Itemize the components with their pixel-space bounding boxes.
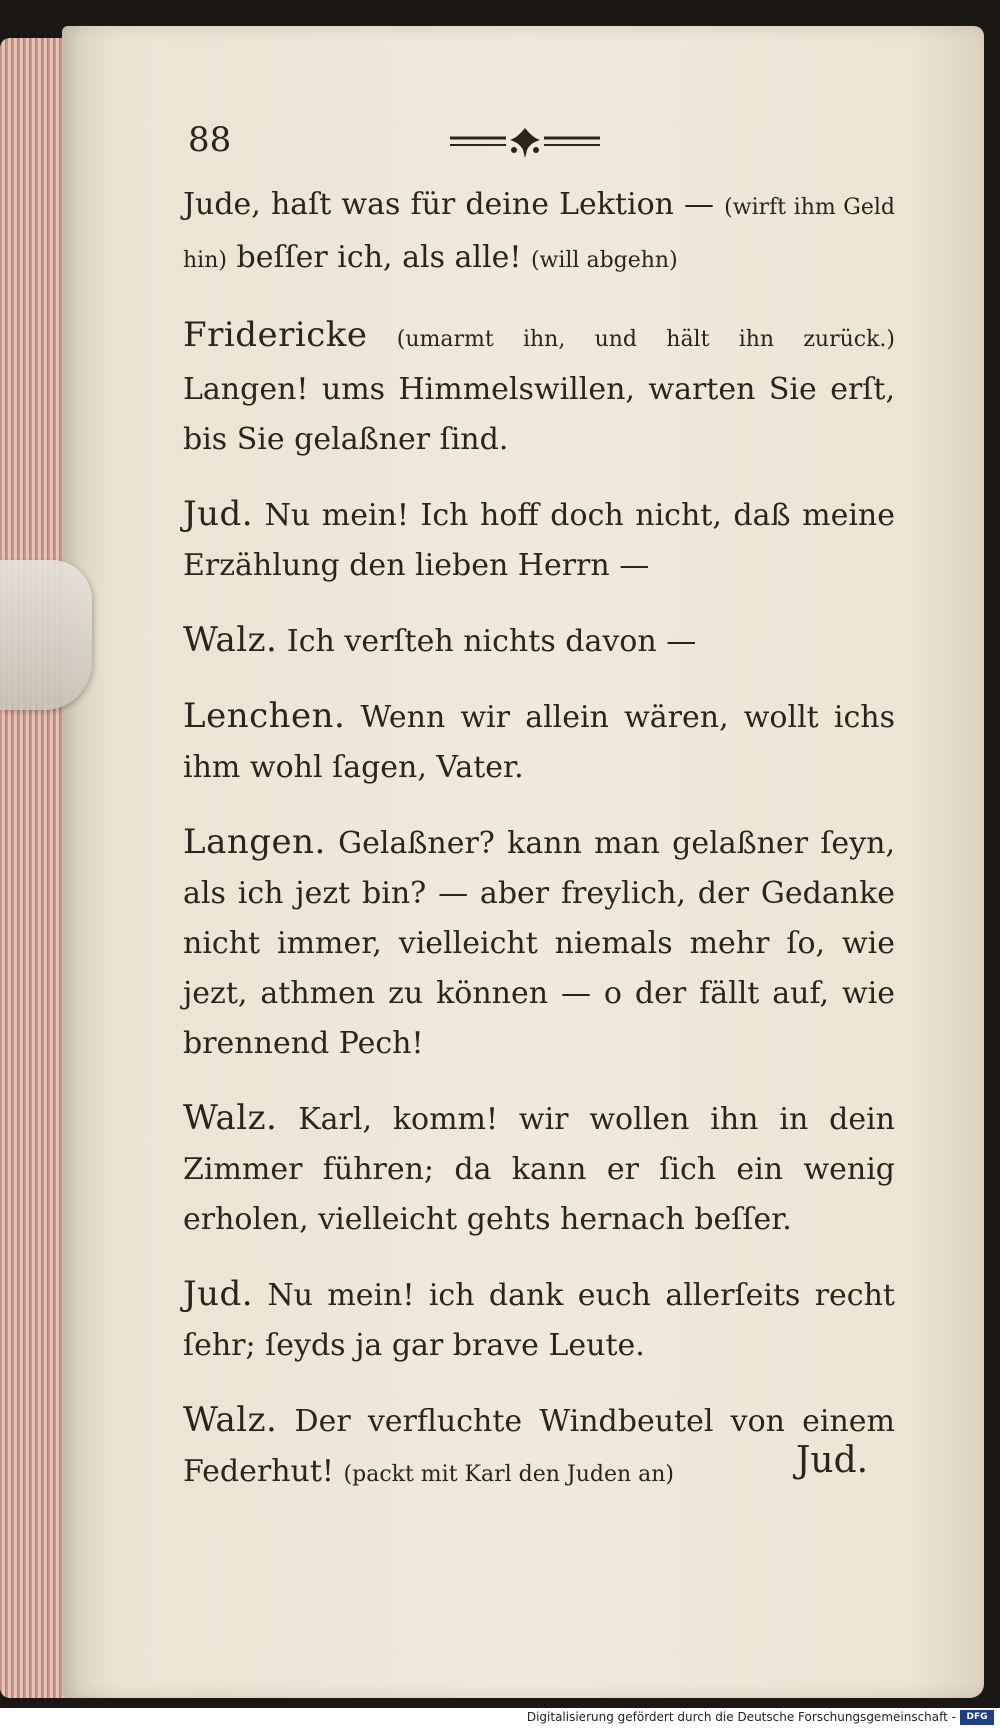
page-text-body: [183, 180, 895, 1524]
speech-text: Jude, haſt was für deine Lektion —: [183, 187, 725, 222]
speech-text: Wenn wir allein wären, wollt ichs ihm wohl ſagen, Vater.: [183, 700, 895, 785]
speech-text: beſſer ich, als alle!: [226, 240, 531, 275]
speech-text: Karl, komm! wir wollen ihn in dein Zimmer führen; da kann er ſich ein wenig erholen, vielleicht gehts hernach beſſer.: [183, 1102, 895, 1237]
speaker-name: Jud.: [183, 494, 254, 534]
dialogue-paragraph: [183, 180, 895, 286]
speech-text: Ich verſteh nichts davon —: [277, 624, 697, 659]
catchword: Jud.: [796, 1440, 869, 1481]
dialogue-paragraph: [183, 691, 895, 793]
dfg-logo-icon: DFG: [960, 1710, 994, 1725]
speech-text: Der verfluchte Windbeutel von einem Federhut!: [183, 1404, 895, 1489]
speaker-name: Walz.: [183, 1098, 278, 1138]
page-number: 88: [188, 120, 232, 160]
dialogue-paragraph: [183, 1269, 895, 1371]
speaker-name: Walz.: [183, 620, 278, 660]
speech-text: Langen! ums Himmelswillen, warten Sie erſt, bis Sie gelaßner ſind.: [183, 372, 895, 457]
speech-text: Gelaßner? kann man gelaßner ſeyn, als ich jezt bin? — aber freylich, der Gedanke nicht immer, vielleicht niemals mehr ſo, wie jezt, athmen zu können — o der fällt auf, wie brennend Pech!: [183, 826, 895, 1061]
speaker-name: Jud.: [183, 1274, 254, 1314]
speech-text: Nu mein! Ich hoff doch nicht, daß meine Erzählung den lieben Herrn —: [183, 498, 895, 583]
dialogue-paragraph: [183, 1395, 895, 1500]
speaker-name: Walz.: [183, 1400, 278, 1440]
dialogue-paragraph: [183, 615, 895, 667]
book-page-edges: [0, 38, 70, 1698]
dialogue-paragraph: [183, 1093, 895, 1245]
footer-bar: [0, 1708, 1000, 1728]
speaker-name: Langen.: [183, 822, 326, 862]
dialogue-paragraph: [183, 310, 895, 465]
page-header: [188, 120, 888, 170]
stage-direction: (wirft ihm Geld hin): [183, 195, 896, 273]
dialogue-paragraph: [183, 817, 895, 1069]
footer-credit: Digitalisierung gefördert durch die Deutsche Forschungsgemeinschaft -: [526, 1710, 956, 1724]
speaker-name: Fridericke: [183, 315, 368, 355]
dialogue-paragraph: [183, 489, 895, 591]
stage-direction: (packt mit Karl den Juden an): [343, 1462, 675, 1487]
fleuron-ornament-icon: [450, 124, 600, 164]
stage-direction: (umarmt ihn, und hält ihn zurück.): [367, 327, 895, 352]
stage-direction: (will abgehn): [530, 248, 678, 273]
bookmark-strip: [0, 560, 92, 710]
speech-text: Nu mein! ich dank euch allerſeits recht ſehr; ſeyds ja gar brave Leute.: [183, 1278, 895, 1363]
speaker-name: Lenchen.: [183, 696, 346, 736]
